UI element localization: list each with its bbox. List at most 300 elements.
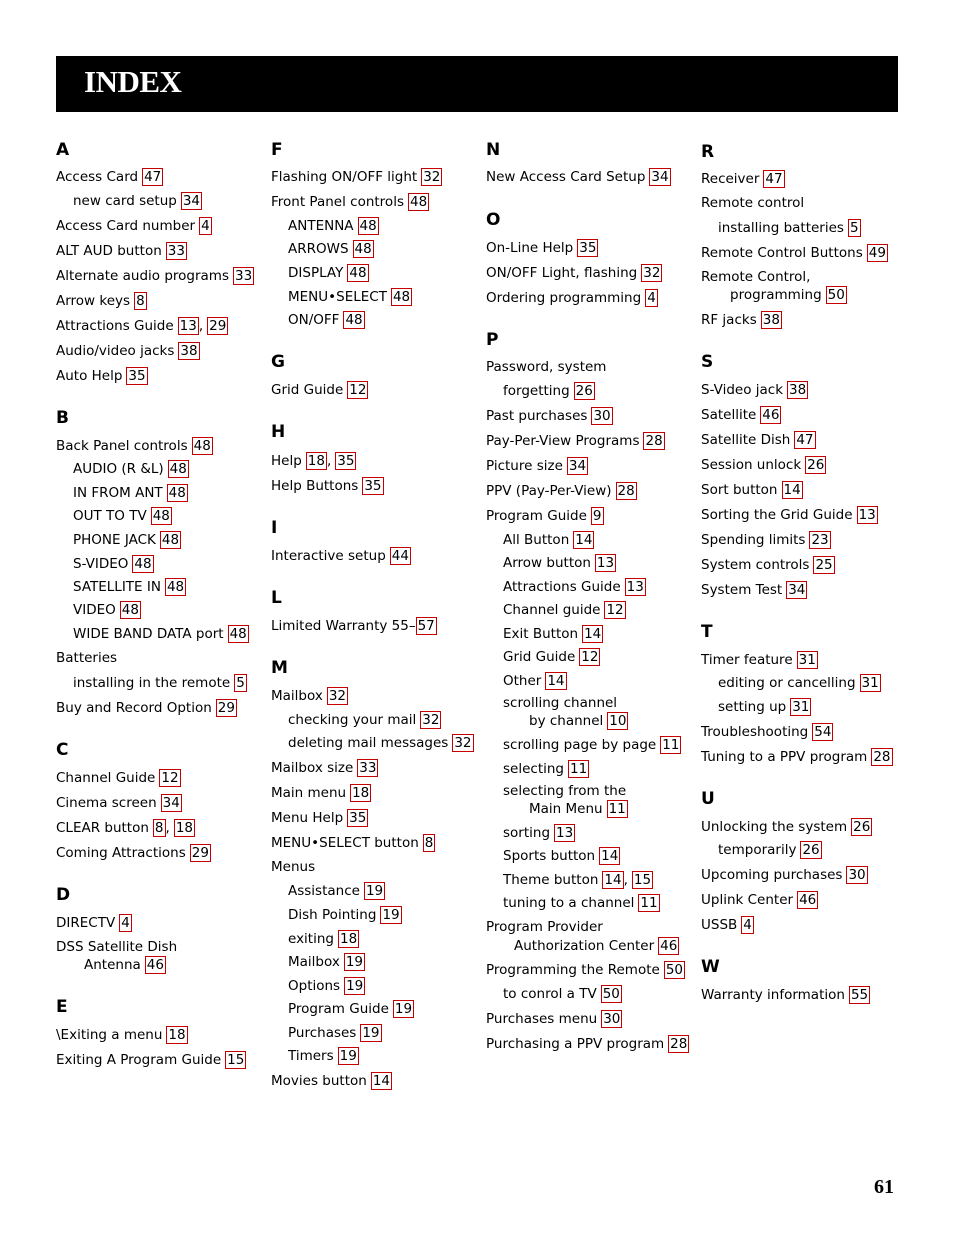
index-entry bbox=[271, 1072, 392, 1090]
page-link[interactable]: 28 bbox=[617, 483, 635, 499]
page-link[interactable]: 35 bbox=[579, 240, 597, 256]
index-term: Exiting A Program Guide bbox=[56, 1052, 222, 1068]
index-entry bbox=[486, 239, 598, 257]
page-link[interactable]: 32 bbox=[643, 265, 661, 281]
index-term: Access Card bbox=[56, 169, 139, 185]
index-entry bbox=[56, 292, 147, 310]
page-link[interactable]: 14 bbox=[604, 872, 622, 888]
index-entry bbox=[288, 217, 379, 235]
index-term: Spending limits bbox=[701, 532, 806, 548]
index-term: Batteries bbox=[56, 650, 118, 666]
index-entry bbox=[503, 382, 595, 400]
section-letter: H bbox=[271, 422, 286, 442]
page-link[interactable]: 23 bbox=[811, 532, 829, 548]
page-link[interactable]: 18 bbox=[352, 785, 370, 801]
index-term: New Access Card Setup bbox=[486, 169, 646, 185]
index-entry bbox=[701, 651, 818, 669]
index-entry bbox=[503, 894, 660, 912]
index-entry bbox=[56, 267, 254, 285]
index-entry bbox=[56, 650, 117, 666]
page-link[interactable]: 14 bbox=[575, 532, 593, 548]
index-term: Mailbox bbox=[288, 954, 340, 970]
page-link[interactable]: 48 bbox=[134, 556, 152, 572]
index-entry bbox=[56, 819, 195, 837]
index-entry bbox=[56, 317, 228, 335]
page-link[interactable]: 28 bbox=[873, 749, 891, 765]
index-term: deleting mail messages bbox=[288, 735, 449, 751]
section-letter: A bbox=[56, 140, 70, 160]
index-entry bbox=[288, 930, 359, 948]
section-letter: S bbox=[701, 352, 714, 372]
index-entry bbox=[56, 769, 181, 787]
index-entry bbox=[56, 437, 213, 455]
index-entry bbox=[56, 1051, 246, 1069]
index-entry bbox=[718, 698, 811, 716]
index-term: new card setup bbox=[73, 193, 177, 209]
page-link[interactable]: 44 bbox=[391, 548, 409, 564]
page-link[interactable]: 9 bbox=[592, 508, 602, 524]
page-link[interactable]: 46 bbox=[146, 957, 164, 973]
page-link[interactable]: 26 bbox=[807, 457, 825, 473]
index-entry bbox=[701, 269, 810, 285]
section-letter: E bbox=[56, 997, 68, 1017]
page-link[interactable]: 48 bbox=[354, 241, 372, 257]
index-entry bbox=[288, 264, 369, 282]
page-link[interactable]: 29 bbox=[191, 845, 209, 861]
index-entry bbox=[701, 456, 826, 474]
index-term: tuning to a channel bbox=[503, 895, 635, 911]
page-link[interactable]: 4 bbox=[647, 290, 656, 306]
index-term: Authorization Center bbox=[514, 938, 655, 954]
page-link[interactable]: 46 bbox=[762, 407, 780, 423]
index-entry bbox=[288, 1047, 359, 1065]
index-term: Front Panel controls bbox=[271, 194, 404, 210]
index-entry bbox=[503, 783, 626, 799]
page-link[interactable]: 28 bbox=[670, 1036, 688, 1052]
index-term: Ordering programming bbox=[486, 290, 642, 306]
index-term: forgetting bbox=[503, 383, 570, 399]
index-entry bbox=[288, 311, 365, 329]
index-entry bbox=[701, 556, 835, 574]
page-link[interactable]: 34 bbox=[162, 795, 180, 811]
page-link[interactable]: 32 bbox=[328, 688, 347, 704]
index-term: Session unlock bbox=[701, 457, 802, 473]
page-link[interactable]: 55 bbox=[850, 987, 869, 1003]
page-link[interactable]: 31 bbox=[792, 699, 810, 715]
page-link[interactable]: 8 bbox=[424, 835, 434, 851]
page-link[interactable]: 35 bbox=[364, 478, 382, 494]
page-link[interactable]: 48 bbox=[166, 579, 185, 595]
page-link[interactable]: 31 bbox=[798, 652, 816, 668]
page-link[interactable]: 11 bbox=[662, 737, 680, 753]
index-term: Attractions Guide bbox=[503, 579, 621, 595]
section-letter: U bbox=[701, 789, 715, 809]
page-link[interactable]: 30 bbox=[603, 1011, 621, 1027]
page-link[interactable]: 19 bbox=[365, 883, 384, 899]
index-term: installing batteries bbox=[718, 220, 844, 236]
page-link[interactable]: 35 bbox=[337, 453, 355, 469]
page-link[interactable]: 12 bbox=[161, 770, 179, 786]
index-term: checking your mail bbox=[288, 712, 417, 728]
index-entry bbox=[288, 1000, 414, 1018]
index-entry bbox=[271, 452, 356, 470]
page-link[interactable]: 29 bbox=[217, 700, 235, 716]
index-term: VIDEO bbox=[73, 602, 116, 618]
index-term: Purchases bbox=[288, 1025, 357, 1041]
index-term: Purchases menu bbox=[486, 1011, 598, 1027]
page-link[interactable]: 32 bbox=[454, 735, 472, 751]
index-term: Remote Control Buttons bbox=[701, 245, 863, 261]
page-link[interactable]: 18 bbox=[339, 931, 358, 947]
index-entry bbox=[503, 985, 622, 1003]
index-entry bbox=[503, 760, 589, 778]
page-link[interactable]: 48 bbox=[409, 194, 428, 210]
index-entry bbox=[271, 859, 315, 875]
page-link[interactable]: 12 bbox=[606, 602, 624, 618]
index-term: MENU•SELECT bbox=[288, 289, 387, 305]
index-entry bbox=[84, 956, 166, 974]
index-term: ANTENNA bbox=[288, 218, 354, 234]
index-entry bbox=[271, 168, 442, 186]
index-entry bbox=[486, 1010, 622, 1028]
index-entry bbox=[271, 834, 435, 852]
index-entry bbox=[73, 460, 189, 478]
index-entry bbox=[701, 506, 878, 524]
index-entry bbox=[56, 168, 163, 186]
page-link[interactable]: 48 bbox=[121, 602, 139, 618]
section-letter: L bbox=[271, 588, 282, 608]
page-link[interactable]: 46 bbox=[799, 892, 817, 908]
page-title: INDEX bbox=[84, 64, 182, 99]
index-term: System controls bbox=[701, 557, 810, 573]
header-bar bbox=[56, 56, 898, 112]
index-entry bbox=[271, 381, 368, 399]
page-link[interactable]: 30 bbox=[593, 408, 611, 424]
index-term: Options bbox=[288, 978, 341, 994]
index-term: ON/OFF Light, flashing bbox=[486, 265, 638, 281]
page-link[interactable]: 48 bbox=[359, 218, 377, 234]
index-term: Program Guide bbox=[486, 508, 587, 524]
page-link[interactable]: 19 bbox=[345, 954, 364, 970]
index-entry bbox=[701, 581, 807, 599]
section-letter: B bbox=[56, 408, 69, 428]
index-entry bbox=[271, 687, 348, 705]
page-link[interactable]: 48 bbox=[152, 508, 170, 524]
index-entry bbox=[73, 555, 154, 573]
page-link[interactable]: 29 bbox=[209, 318, 227, 334]
index-entry bbox=[486, 407, 613, 425]
index-entry bbox=[271, 193, 429, 211]
index-entry bbox=[486, 264, 662, 282]
index-entry bbox=[271, 784, 371, 802]
page-link[interactable]: 19 bbox=[339, 1048, 357, 1064]
section-letter: T bbox=[701, 622, 713, 642]
index-term: Past purchases bbox=[486, 408, 588, 424]
index-entry bbox=[529, 800, 628, 818]
index-entry bbox=[486, 919, 603, 935]
index-term: Timers bbox=[288, 1048, 334, 1064]
index-term: Tuning to a PPV program bbox=[701, 749, 868, 765]
page-link[interactable]: 32 bbox=[422, 712, 440, 728]
page-link[interactable]: 12 bbox=[581, 649, 599, 665]
index-entry bbox=[718, 841, 822, 859]
page-link[interactable]: 33 bbox=[359, 760, 377, 776]
page-link[interactable]: 4 bbox=[121, 915, 130, 931]
index-term: Warranty information bbox=[701, 987, 845, 1003]
index-term: Attractions Guide bbox=[56, 318, 174, 334]
page-link[interactable]: 26 bbox=[853, 819, 871, 835]
section-letter: G bbox=[271, 352, 285, 372]
index-entry bbox=[503, 578, 646, 596]
index-term: OUT TO TV bbox=[73, 508, 147, 524]
page-link[interactable]: 48 bbox=[229, 626, 247, 642]
index-entry bbox=[701, 748, 893, 766]
page-link[interactable]: 32 bbox=[423, 169, 441, 185]
index-term: selecting bbox=[503, 761, 564, 777]
index-term: CLEAR button bbox=[56, 820, 149, 836]
page-link[interactable]: 54 bbox=[814, 724, 832, 740]
page-link[interactable]: 11 bbox=[608, 801, 626, 817]
index-entry bbox=[701, 481, 803, 499]
index-entry bbox=[486, 289, 658, 307]
page-link[interactable]: 25 bbox=[815, 557, 833, 573]
page-link[interactable]: 19 bbox=[394, 1001, 413, 1017]
page-link[interactable]: 48 bbox=[161, 532, 180, 548]
index-term: Upcoming purchases bbox=[701, 867, 843, 883]
section-letter: W bbox=[701, 957, 720, 977]
index-term: Help bbox=[271, 453, 302, 469]
page-link[interactable]: 15 bbox=[227, 1052, 245, 1068]
index-term: exiting bbox=[288, 931, 334, 947]
index-term: Help Buttons bbox=[271, 478, 359, 494]
page-link[interactable]: 57 bbox=[417, 618, 435, 634]
page-link[interactable]: 48 bbox=[169, 461, 187, 477]
index-term: USSB bbox=[701, 917, 738, 933]
page-link[interactable]: 13 bbox=[858, 507, 876, 523]
index-term: IN FROM ANT bbox=[73, 485, 163, 501]
index-term: Password, system bbox=[486, 359, 607, 375]
page-link[interactable]: 33 bbox=[167, 243, 185, 259]
index-term: programming bbox=[730, 287, 822, 303]
index-term: Unlocking the system bbox=[701, 819, 848, 835]
index-entry bbox=[486, 168, 671, 186]
page-link[interactable]: 50 bbox=[602, 986, 620, 1002]
index-term: S-VIDEO bbox=[73, 556, 129, 572]
index-entry bbox=[701, 244, 888, 262]
index-entry bbox=[486, 432, 665, 450]
index-entry bbox=[503, 531, 594, 549]
index-term: Back Panel controls bbox=[56, 438, 188, 454]
page-link[interactable]: 28 bbox=[645, 433, 663, 449]
index-entry bbox=[701, 431, 816, 449]
index-entry bbox=[73, 674, 247, 692]
page-link[interactable]: 18 bbox=[307, 453, 325, 469]
index-entry bbox=[73, 531, 181, 549]
index-term: to conrol a TV bbox=[503, 986, 597, 1002]
index-term: Grid Guide bbox=[503, 649, 576, 665]
index-entry bbox=[288, 977, 365, 995]
index-term: scrolling channel bbox=[503, 695, 618, 711]
page-link[interactable]: 12 bbox=[349, 382, 367, 398]
index-term: ON/OFF bbox=[288, 312, 340, 328]
index-entry bbox=[730, 286, 847, 304]
page-link[interactable]: 4 bbox=[743, 917, 752, 933]
index-entry bbox=[718, 674, 881, 692]
page-link[interactable]: 14 bbox=[547, 673, 565, 689]
index-term: Uplink Center bbox=[701, 892, 794, 908]
index-entry bbox=[56, 342, 200, 360]
page-link[interactable]: 30 bbox=[848, 867, 866, 883]
index-term: Programming the Remote bbox=[486, 962, 660, 978]
index-term: On-Line Help bbox=[486, 240, 574, 256]
index-entry bbox=[701, 311, 782, 329]
index-entry bbox=[73, 192, 202, 210]
index-entry bbox=[701, 406, 781, 424]
page-link[interactable]: 38 bbox=[789, 382, 807, 398]
index-entry bbox=[486, 961, 685, 979]
page-link[interactable]: 5 bbox=[849, 220, 859, 236]
index-term: Buy and Record Option bbox=[56, 700, 212, 716]
index-term: ALT AUD button bbox=[56, 243, 162, 259]
index-term: Program Provider bbox=[486, 919, 603, 935]
page-link[interactable]: 11 bbox=[640, 895, 658, 911]
page-link[interactable]: 38 bbox=[180, 343, 198, 359]
index-entry bbox=[73, 625, 249, 643]
index-term: Arrow keys bbox=[56, 293, 131, 309]
page-link[interactable]: 34 bbox=[182, 193, 201, 209]
index-entry bbox=[271, 759, 378, 777]
index-entry bbox=[486, 359, 606, 375]
index-term: Access Card number bbox=[56, 218, 196, 234]
page-link[interactable]: 38 bbox=[762, 312, 780, 328]
section-letter: P bbox=[486, 330, 499, 350]
page-link[interactable]: 18 bbox=[168, 1027, 186, 1043]
page-link[interactable]: 14 bbox=[372, 1073, 390, 1089]
page-link[interactable]: 14 bbox=[783, 482, 801, 498]
page-link[interactable]: 50 bbox=[665, 962, 683, 978]
page-link[interactable]: 48 bbox=[168, 485, 186, 501]
page-link[interactable]: 35 bbox=[349, 810, 367, 826]
page-link[interactable]: 13 bbox=[179, 318, 197, 334]
page-link[interactable]: 48 bbox=[392, 289, 411, 305]
index-entry bbox=[288, 240, 374, 258]
page-link[interactable]: 8 bbox=[154, 820, 164, 836]
page-link[interactable]: 13 bbox=[596, 555, 615, 571]
index-term: Assistance bbox=[288, 883, 360, 899]
index-term: PPV (Pay-Per-View) bbox=[486, 483, 612, 499]
index-term: scrolling page by page bbox=[503, 737, 657, 753]
page-link[interactable]: 49 bbox=[868, 245, 886, 261]
index-term: Timer feature bbox=[701, 652, 793, 668]
page-link[interactable]: 13 bbox=[556, 825, 574, 841]
page-link[interactable]: 48 bbox=[349, 265, 367, 281]
index-term: Main menu bbox=[271, 785, 347, 801]
page-link[interactable]: 47 bbox=[144, 169, 162, 185]
index-term: Sort button bbox=[701, 482, 778, 498]
index-term: Picture size bbox=[486, 458, 563, 474]
section-letter: C bbox=[56, 740, 69, 760]
index-term: Antenna bbox=[84, 957, 141, 973]
index-entry bbox=[503, 824, 575, 842]
page-link[interactable]: 31 bbox=[861, 675, 879, 691]
index-term: Coming Attractions bbox=[56, 845, 186, 861]
page-link[interactable]: 11 bbox=[570, 761, 588, 777]
page-link[interactable]: 15 bbox=[633, 872, 652, 888]
index-entry bbox=[73, 601, 141, 619]
page-link[interactable]: 14 bbox=[601, 848, 619, 864]
index-term: Limited Warranty 55– bbox=[271, 618, 416, 634]
page-link[interactable]: 26 bbox=[575, 383, 593, 399]
index-entry bbox=[271, 809, 368, 827]
index-entry bbox=[701, 723, 833, 741]
page-link[interactable]: 48 bbox=[345, 312, 363, 328]
page-link[interactable]: 48 bbox=[193, 438, 211, 454]
page-link[interactable]: 33 bbox=[234, 268, 253, 284]
index-entry bbox=[73, 507, 172, 525]
page-link[interactable]: 4 bbox=[201, 218, 210, 234]
page-link[interactable]: 19 bbox=[346, 978, 364, 994]
index-entry bbox=[56, 699, 237, 717]
index-term: Other bbox=[503, 673, 542, 689]
page-link[interactable]: 10 bbox=[609, 713, 627, 729]
page-link[interactable]: 18 bbox=[175, 820, 193, 836]
page-separator: , bbox=[623, 872, 628, 888]
index-entry bbox=[529, 712, 628, 730]
index-entry bbox=[288, 882, 385, 900]
index-term: Auto Help bbox=[56, 368, 123, 384]
page-link[interactable]: 19 bbox=[362, 1025, 380, 1041]
index-term: temporarily bbox=[718, 842, 797, 858]
page-separator: , bbox=[165, 820, 170, 836]
index-entry bbox=[503, 648, 600, 666]
index-term: \Exiting a menu bbox=[56, 1027, 163, 1043]
page-link[interactable]: 13 bbox=[626, 579, 644, 595]
index-entry bbox=[701, 381, 808, 399]
index-term: by channel bbox=[529, 713, 604, 729]
page-link[interactable]: 47 bbox=[765, 171, 783, 187]
index-entry bbox=[503, 847, 620, 865]
index-term: Remote control bbox=[701, 195, 805, 211]
index-entry bbox=[701, 531, 831, 549]
page-link[interactable]: 34 bbox=[788, 582, 806, 598]
page-link[interactable]: 50 bbox=[827, 287, 845, 303]
index-term: Arrow button bbox=[503, 555, 591, 571]
index-term: Pay-Per-View Programs bbox=[486, 433, 640, 449]
page-link[interactable]: 5 bbox=[236, 675, 245, 691]
page-number: 61 bbox=[874, 1176, 894, 1198]
page-link[interactable]: 19 bbox=[382, 907, 400, 923]
section-letter: D bbox=[56, 885, 71, 905]
page-link[interactable]: 34 bbox=[568, 458, 587, 474]
index-term: Cinema screen bbox=[56, 795, 157, 811]
index-term: Program Guide bbox=[288, 1001, 389, 1017]
index-entry bbox=[701, 195, 804, 211]
page-link[interactable]: 34 bbox=[651, 169, 669, 185]
page-link[interactable]: 14 bbox=[584, 626, 602, 642]
index-entry bbox=[718, 219, 861, 237]
page-link[interactable]: 26 bbox=[802, 842, 820, 858]
index-term: setting up bbox=[718, 699, 787, 715]
page-link[interactable]: 8 bbox=[136, 293, 145, 309]
index-term: MENU•SELECT button bbox=[271, 835, 419, 851]
section-letter: O bbox=[486, 210, 501, 230]
page-link[interactable]: 46 bbox=[660, 938, 678, 954]
index-entry bbox=[503, 695, 617, 711]
index-term: Channel guide bbox=[503, 602, 601, 618]
page-link[interactable]: 35 bbox=[128, 368, 146, 384]
index-term: Flashing ON/OFF light bbox=[271, 169, 418, 185]
page-link[interactable]: 47 bbox=[796, 432, 814, 448]
